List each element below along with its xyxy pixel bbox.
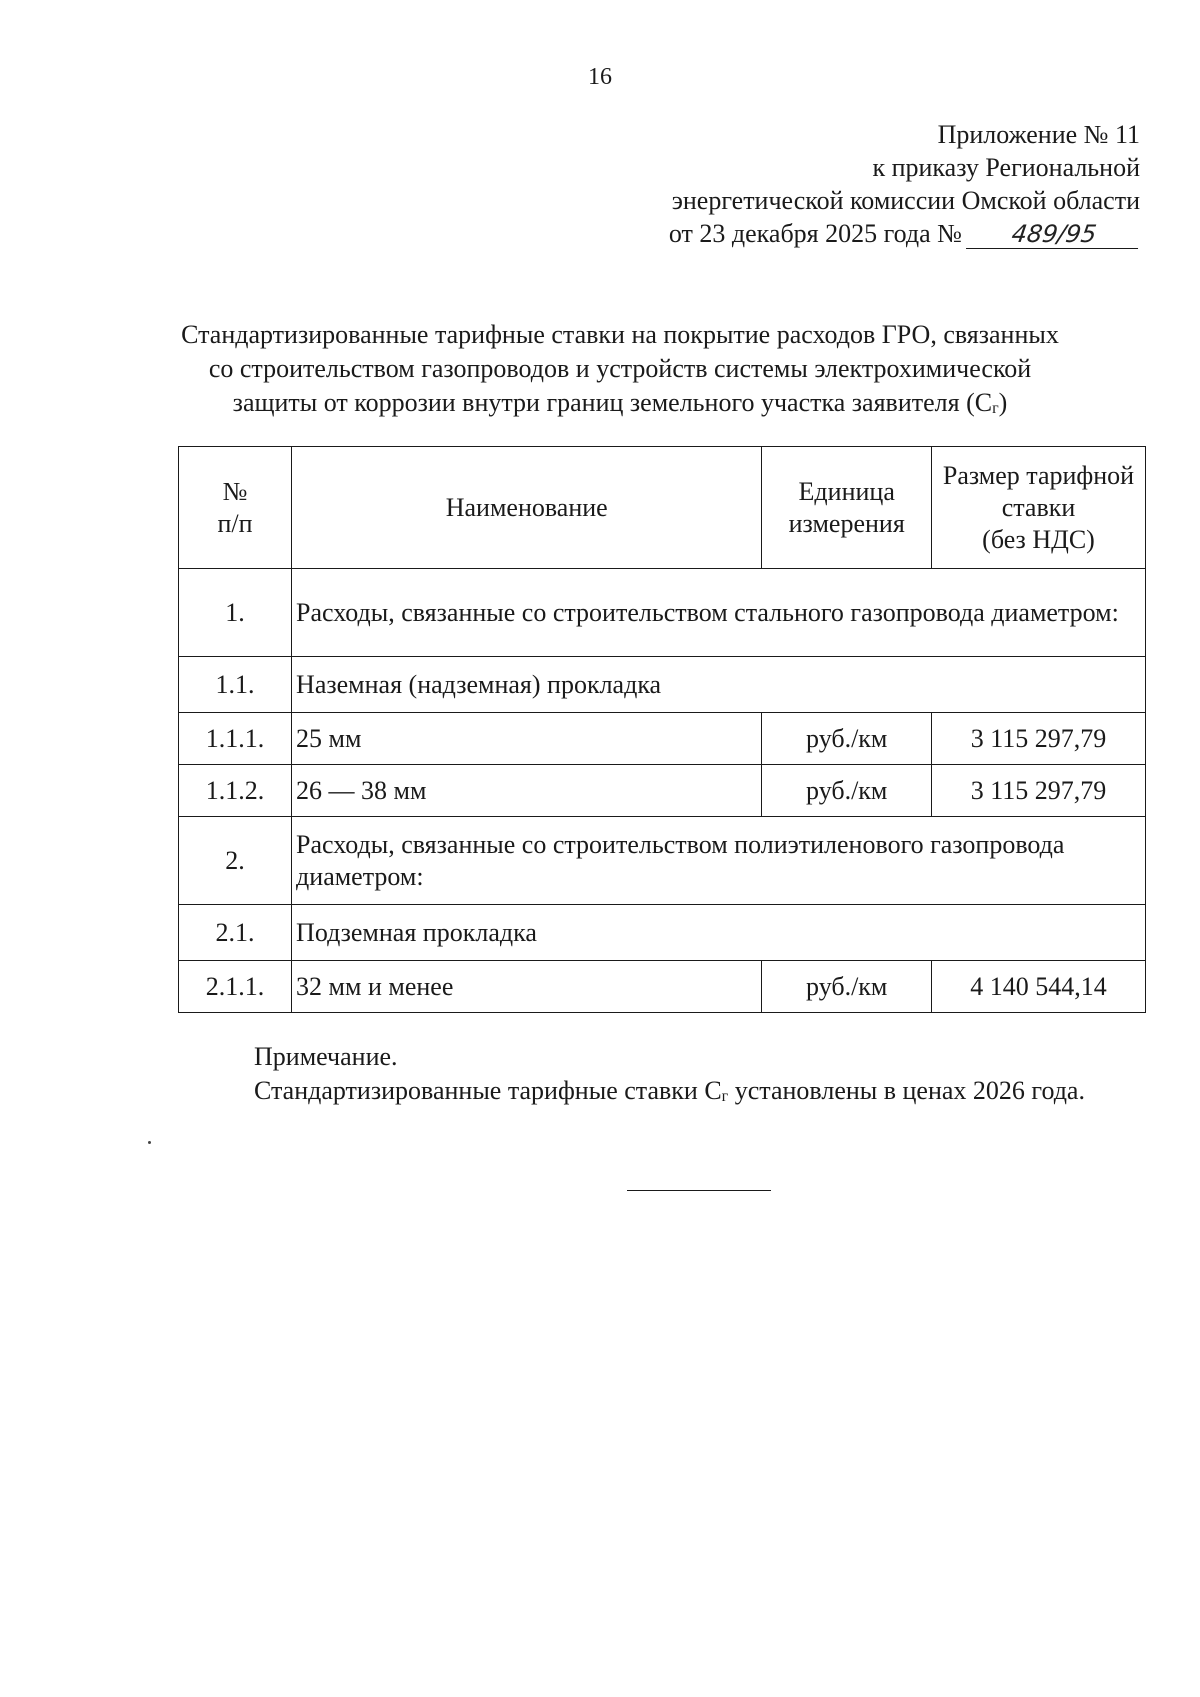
row-number: 2.1.1. (179, 961, 292, 1013)
header-rate: Размер тарифной ставки (без НДС) (932, 447, 1146, 569)
row-name: 32 мм и менее (292, 961, 762, 1013)
table-row (179, 569, 1146, 657)
header-name: Наименование (292, 447, 762, 569)
table-row (179, 961, 1146, 1013)
row-name: 26 — 38 мм (292, 765, 762, 817)
header-unit: Единица измерения (762, 447, 932, 569)
title-line-1: Стандартизированные тарифные ставки на покрытие расходов ГРО, связанных (181, 320, 1059, 349)
table-row (179, 817, 1146, 905)
row-unit: руб./км (762, 961, 932, 1013)
note-text: Стандартизированные тарифные ставки $С_г$ установлены в ценах 2026 года. (254, 1076, 1085, 1105)
scan-speck (148, 1141, 151, 1144)
row-rate: 3 115 297,79 (932, 713, 1146, 765)
row-name: Расходы, связанные со строительством полиэтиленового газопровода диаметром: (292, 817, 1146, 905)
row-number: 2.1. (179, 905, 292, 961)
row-number: 2. (179, 817, 292, 905)
document-title (100, 318, 1140, 426)
appendix-order-ref: к приказу Региональной (872, 153, 1140, 182)
row-name: 25 мм (292, 713, 762, 765)
page-number: 16 (588, 64, 612, 90)
appendix-date: от 23 декабря 2025 года № (668, 219, 962, 248)
tariff-table (178, 446, 1146, 1013)
table-row (179, 905, 1146, 961)
table-row (179, 713, 1146, 765)
table-row (179, 657, 1146, 713)
row-rate: 4 140 544,14 (932, 961, 1146, 1013)
header-number: № п/п (179, 447, 292, 569)
table-header-row (179, 447, 1146, 569)
row-number: 1.1.2. (179, 765, 292, 817)
title-line-2: со строительством газопроводов и устройств системы электрохимической (208, 354, 1032, 383)
row-unit: руб./км (762, 713, 932, 765)
row-number: 1. (179, 569, 292, 657)
handwritten-order-number: 489/95 (966, 220, 1142, 249)
appendix-date-line (669, 217, 1140, 250)
row-number: 1.1. (179, 657, 292, 713)
row-rate: 3 115 297,79 (932, 765, 1146, 817)
table-row (179, 765, 1146, 817)
appendix-header (669, 118, 1140, 250)
row-name: Подземная прокладка (292, 905, 1146, 961)
note-section (182, 1040, 1146, 1114)
appendix-title: Приложение № 11 (937, 120, 1140, 149)
note-label: Примечание. (254, 1042, 398, 1071)
row-name: Наземная (надземная) прокладка (292, 657, 1146, 713)
title-line-3: защиты от коррозии внутри границ земельного участка заявителя $(С_г)$ (232, 388, 1008, 417)
row-unit: руб./км (762, 765, 932, 817)
row-number: 1.1.1. (179, 713, 292, 765)
end-divider (627, 1190, 771, 1191)
row-name: Расходы, связанные со строительством стального газопровода диаметром: (292, 569, 1146, 657)
appendix-commission: энергетической комиссии Омской области (671, 186, 1140, 215)
